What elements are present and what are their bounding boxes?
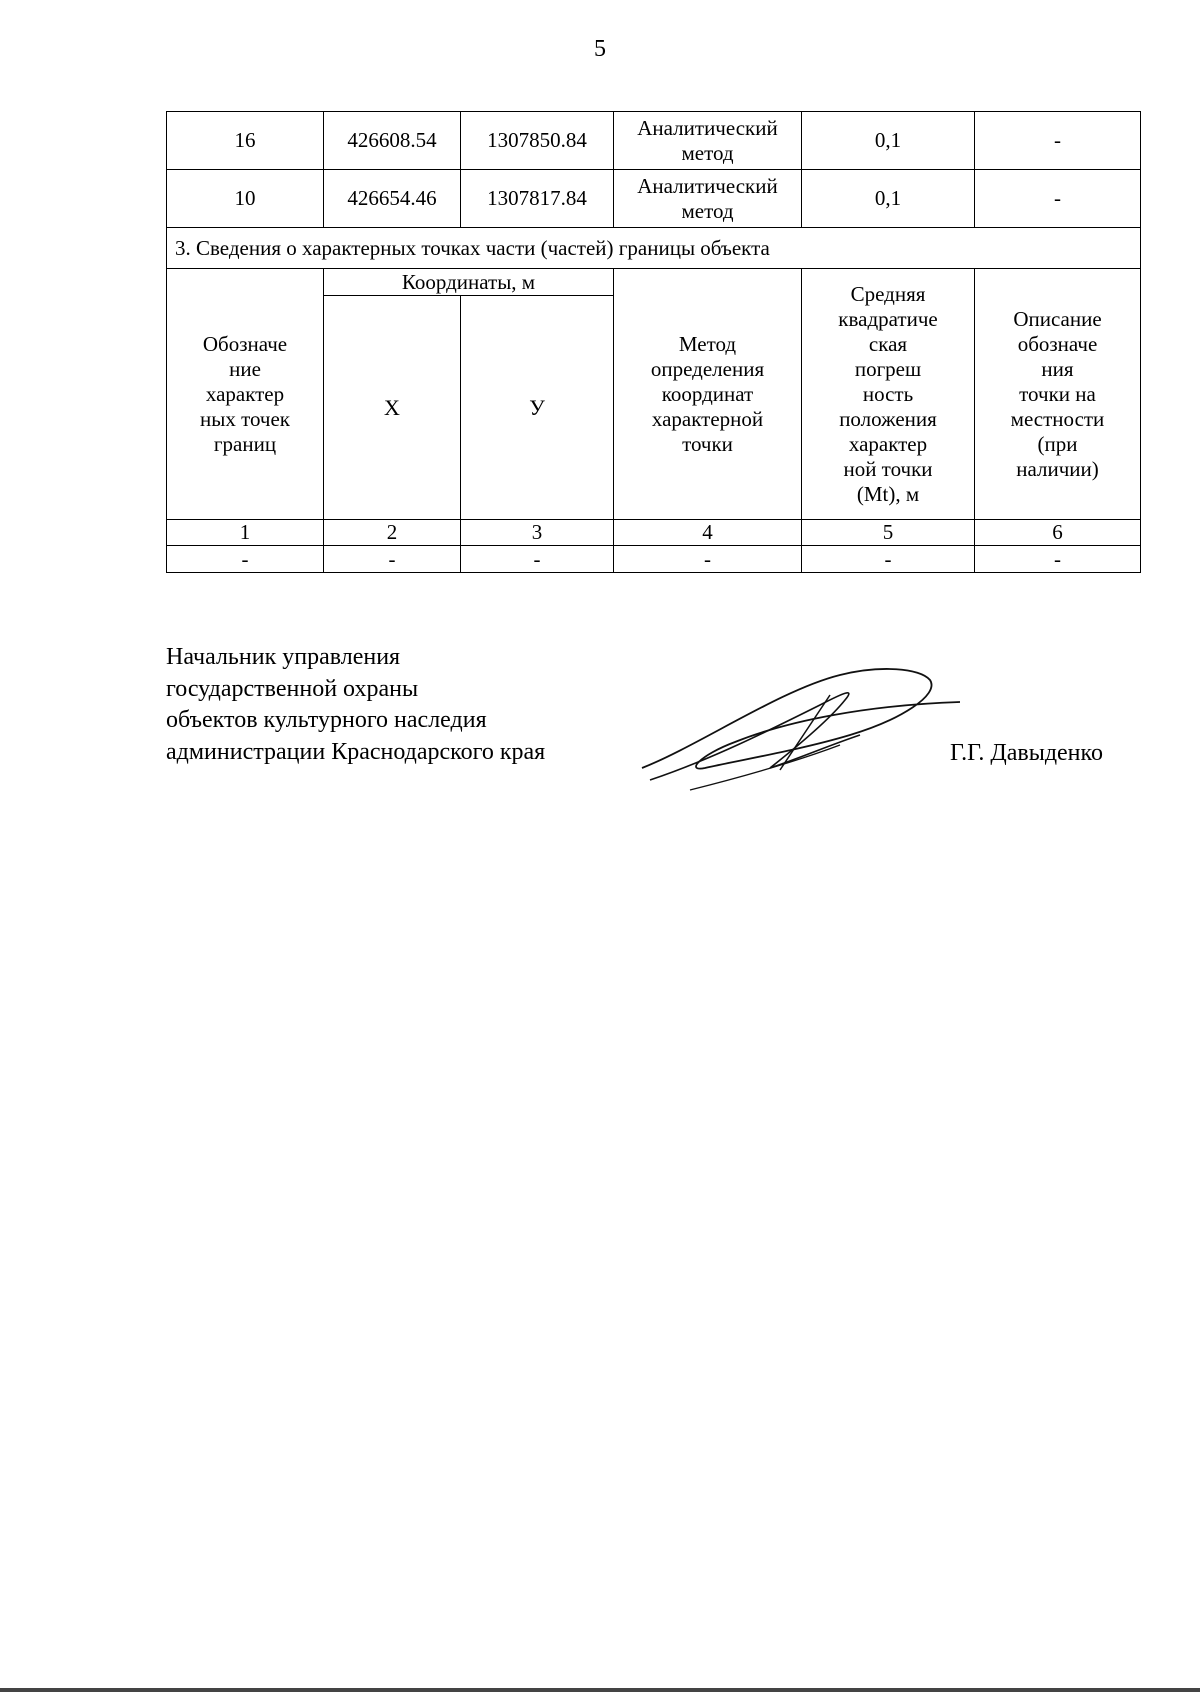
header-line: ной точки (843, 456, 933, 481)
column-number: 2 (324, 520, 461, 546)
header-line: ность (862, 381, 914, 406)
header-line: определения (650, 356, 765, 381)
coordinates-table (166, 111, 1141, 573)
header-line: ние (229, 356, 261, 381)
position-line: администрации Краснодарского края (166, 738, 546, 765)
header-y: У (461, 296, 614, 520)
header-line: ных точек (199, 406, 291, 431)
signatory-position (166, 642, 545, 768)
signatory-name: Г.Г. Давыденко (950, 740, 1103, 766)
header-description (975, 269, 1141, 520)
header-line: квадратиче (838, 306, 938, 331)
x-coordinate-cell: 426608.54 (324, 112, 461, 170)
header-method (614, 269, 802, 520)
header-line: координат (661, 381, 754, 406)
description-cell: - (975, 170, 1141, 228)
column-numbers-row (167, 520, 1141, 546)
header-line: Метод (678, 331, 737, 356)
header-line: обозначе (1017, 331, 1098, 356)
position-line: государственной охраны (166, 675, 419, 702)
column-number: 4 (614, 520, 802, 546)
table-row (167, 546, 1141, 573)
page-number: 5 (594, 36, 606, 62)
y-coordinate-cell: 1307817.84 (461, 170, 614, 228)
method-cell (614, 170, 802, 228)
header-line: наличии) (1016, 456, 1099, 481)
scan-edge-line (0, 1688, 1200, 1692)
header-line: (Mt), м (856, 481, 920, 506)
position-line: Начальник управления (166, 644, 401, 670)
header-line: (при (1037, 431, 1078, 456)
method-line: метод (681, 198, 734, 223)
method-line: метод (681, 140, 734, 165)
point-id-cell: 16 (167, 112, 324, 170)
column-number: 5 (802, 520, 975, 546)
header-line: характер (848, 431, 928, 456)
method-line: Аналитический (637, 115, 778, 140)
position-line: объектов культурного наследия (166, 707, 487, 733)
description-cell: - (975, 112, 1141, 170)
header-coordinates: Координаты, м (324, 269, 614, 296)
header-line: ская (868, 331, 908, 356)
empty-cell: - (802, 546, 975, 573)
empty-cell: - (614, 546, 802, 573)
y-coordinate-cell: 1307850.84 (461, 112, 614, 170)
column-number: 3 (461, 520, 614, 546)
handwritten-signature (630, 650, 970, 800)
error-cell: 0,1 (802, 112, 975, 170)
header-line: положения (839, 406, 937, 431)
header-line: характерной (651, 406, 764, 431)
empty-cell: - (167, 546, 324, 573)
header-line: точки (682, 431, 733, 456)
section-title-row (167, 228, 1141, 269)
header-line: Средняя (850, 281, 926, 306)
method-line: Аналитический (637, 173, 778, 198)
method-cell (614, 112, 802, 170)
column-number: 1 (167, 520, 324, 546)
point-id-cell: 10 (167, 170, 324, 228)
header-row (167, 269, 1141, 296)
header-line: ния (1041, 356, 1074, 381)
empty-cell: - (975, 546, 1141, 573)
table-row (167, 112, 1141, 170)
header-line: местности (1010, 406, 1105, 431)
header-line: точки на (1019, 381, 1096, 406)
header-line: характер (205, 381, 285, 406)
empty-cell: - (461, 546, 614, 573)
header-line: границ (213, 431, 277, 456)
table-row (167, 170, 1141, 228)
column-number: 6 (975, 520, 1141, 546)
header-line: Описание (1013, 306, 1102, 331)
header-line: погреш (854, 356, 922, 381)
x-coordinate-cell: 426654.46 (324, 170, 461, 228)
header-line: Обозначе (202, 331, 288, 356)
section-title: 3. Сведения о характерных точках части (частей) границы объекта (167, 228, 1141, 269)
empty-cell: - (324, 546, 461, 573)
header-mean-square-error (802, 269, 975, 520)
error-cell: 0,1 (802, 170, 975, 228)
header-point-designation (167, 269, 324, 520)
header-x: X (324, 296, 461, 520)
